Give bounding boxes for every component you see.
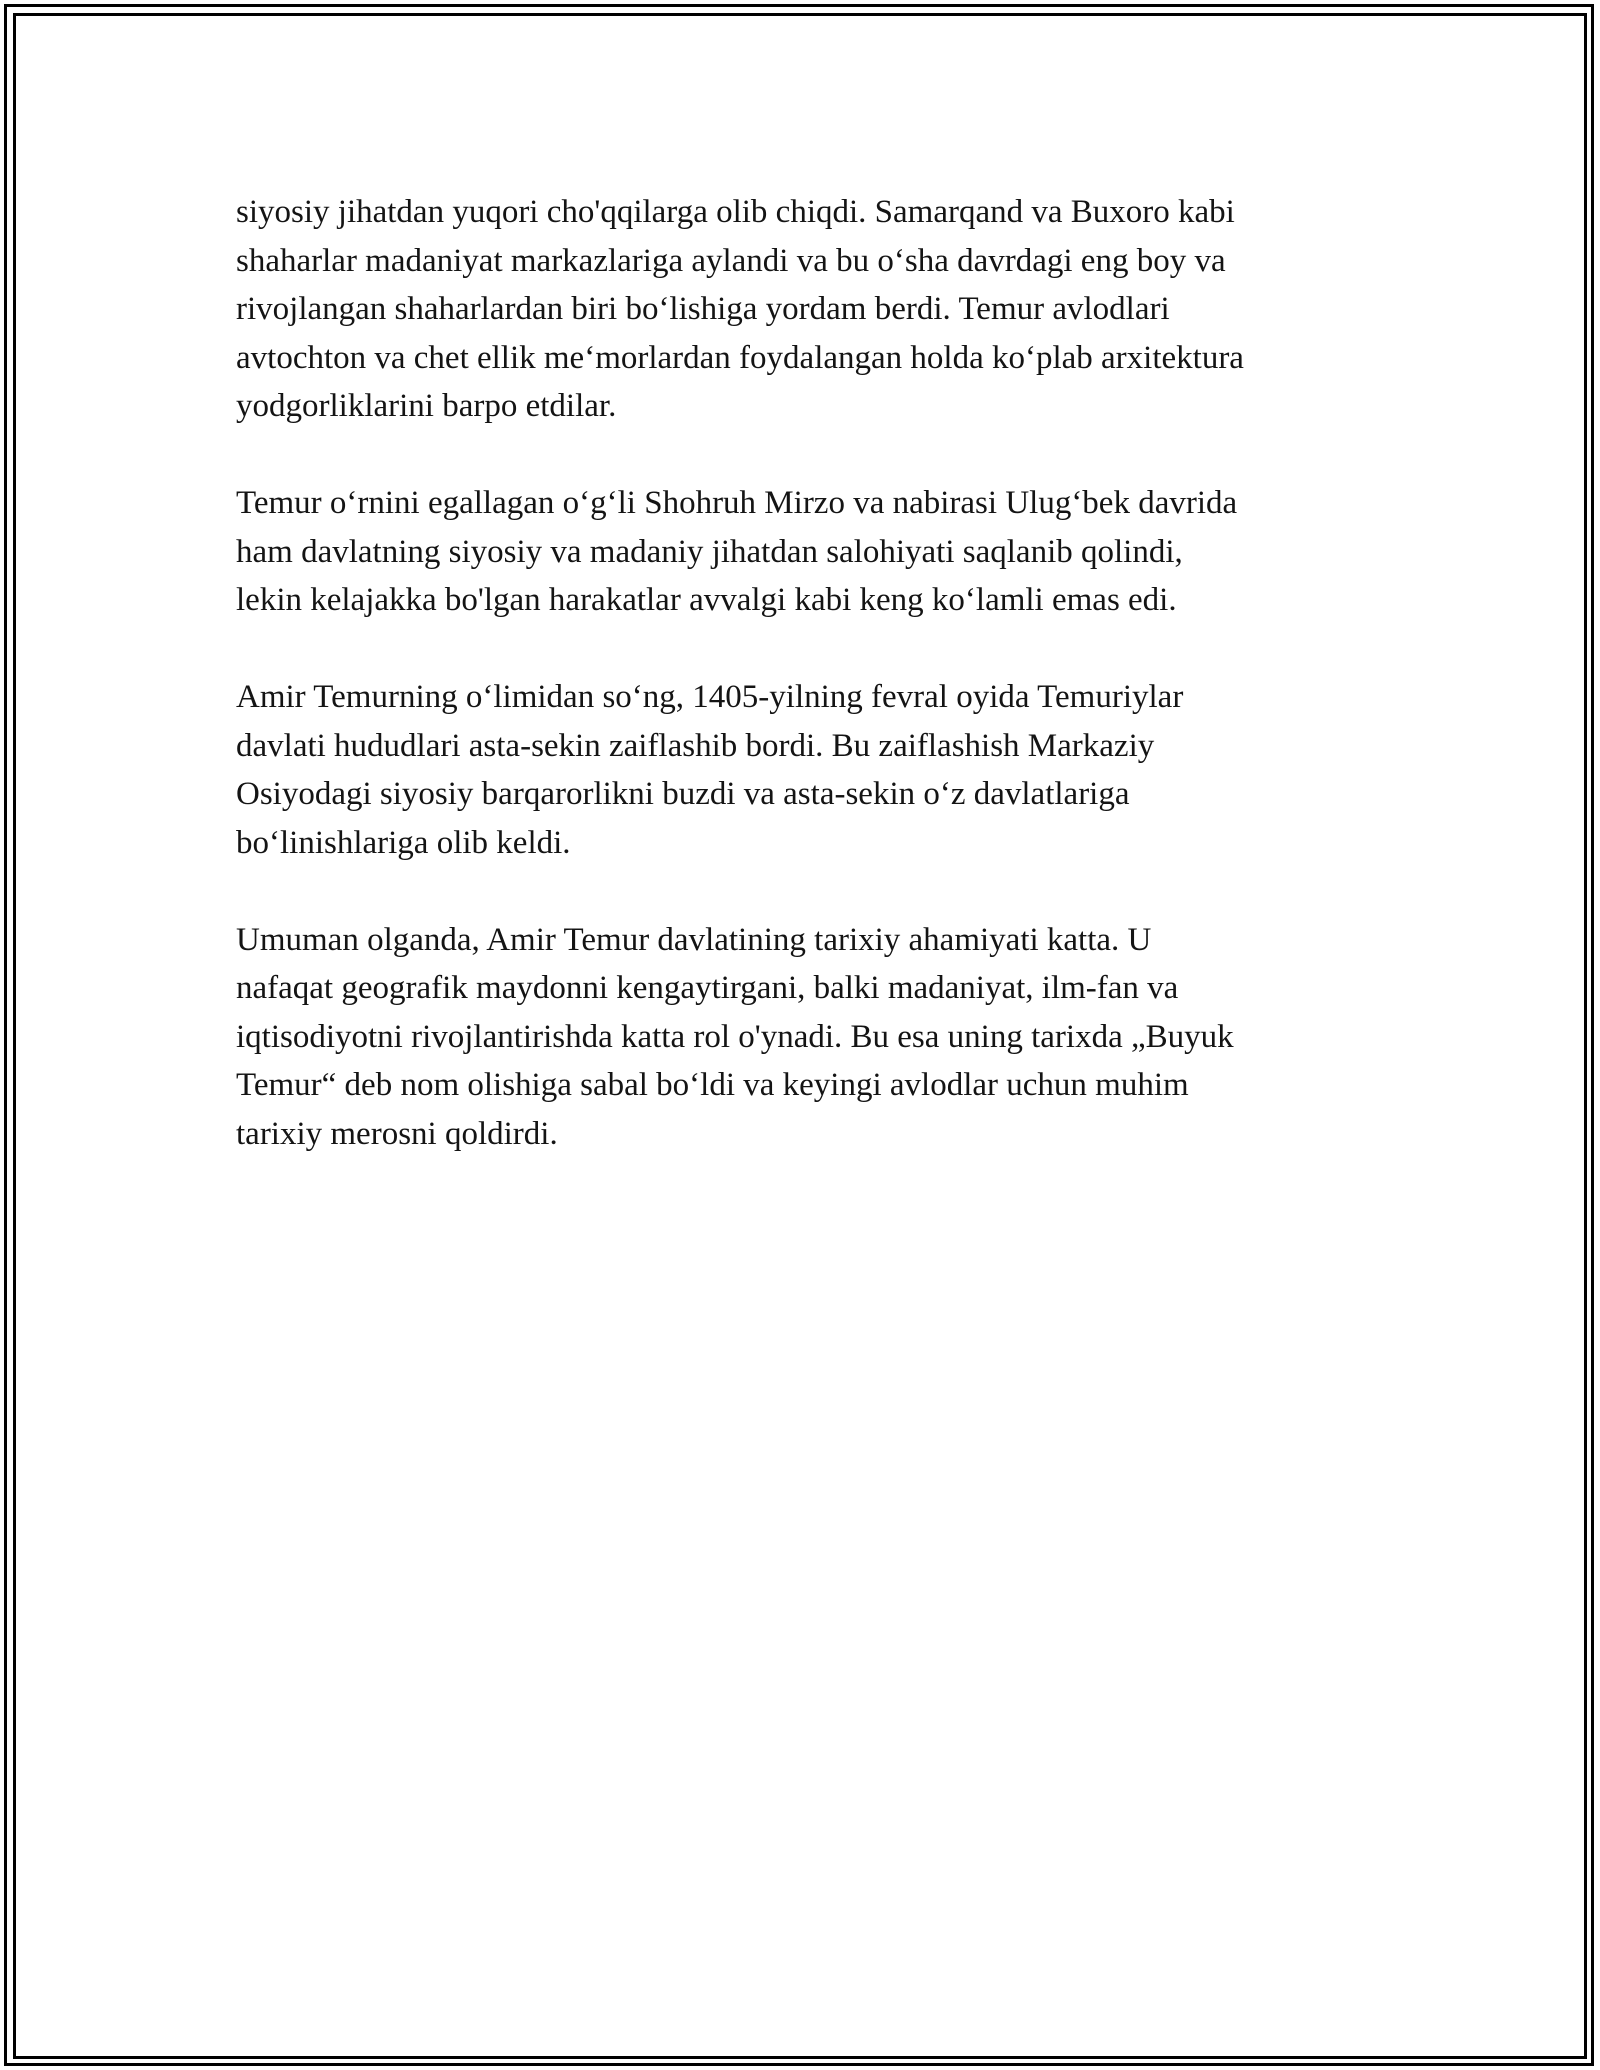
paragraph-4 bbox=[236, 916, 1366, 1159]
text-line: lekin kelajakka bo'lgan harakatlar avvalgi kabi keng ko‘lamli emas edi. bbox=[236, 582, 1177, 618]
text-line: rivojlangan shaharlardan biri bo‘lishiga yordam berdi. Temur avlodlari bbox=[236, 291, 1170, 327]
text-line: shaharlar madaniyat markazlariga aylandi va bu o‘sha davrdagi eng boy va bbox=[236, 242, 1226, 279]
text-line: Temur o‘rnini egallagan o‘g‘li Shohruh Mirzo va nabirasi Ulug‘bek davrida bbox=[236, 485, 1238, 521]
text-line: Umuman olganda, Amir Temur davlatining tarixiy ahamiyati katta. U bbox=[236, 921, 1152, 958]
text-line: nafaqat geografik maydonni kengaytirgani, balki madaniyat, ilm-fan va bbox=[236, 970, 1179, 1006]
paragraph-1 bbox=[236, 188, 1366, 431]
paragraph-3 bbox=[236, 673, 1366, 867]
text-line: iqtisodiyotni rivojlantirishda katta rol o'ynadi. Bu esa uning tarixda „Buyuk bbox=[236, 1018, 1234, 1055]
text-line: siyosiy jihatdan yuqori cho'qqilarga olib chiqdi. Samarqand va Buxoro kabi bbox=[236, 194, 1235, 230]
text-line: Amir Temurning o‘limidan so‘ng, 1405-yilning fevral oyida Temuriylar bbox=[236, 679, 1184, 715]
text-line: davlati hududlari asta-sekin zaiflashib bordi. Bu zaiflashish Markaziy bbox=[236, 727, 1155, 764]
text-line: bo‘linishlariga olib keldi. bbox=[236, 824, 571, 861]
text-line: Temur“ deb nom olishiga sabal bo‘ldi va keyingi avlodlar uchun muhim bbox=[236, 1067, 1189, 1103]
text-line: tarixiy merosni qoldirdi. bbox=[236, 1115, 558, 1152]
paragraph-2 bbox=[236, 479, 1366, 625]
document-body bbox=[236, 188, 1366, 1207]
text-line: ham davlatning siyosiy va madaniy jihatdan salohiyati saqlanib qolindi, bbox=[236, 533, 1183, 570]
text-line: avtochton va chet ellik me‘morlardan foydalangan holda ko‘plab arxitektura bbox=[236, 339, 1244, 376]
text-line: yodgorliklarini barpo etdilar. bbox=[236, 388, 617, 424]
text-line: Osiyodagi siyosiy barqarorlikni buzdi va asta-sekin o‘z davlatlariga bbox=[236, 776, 1130, 812]
